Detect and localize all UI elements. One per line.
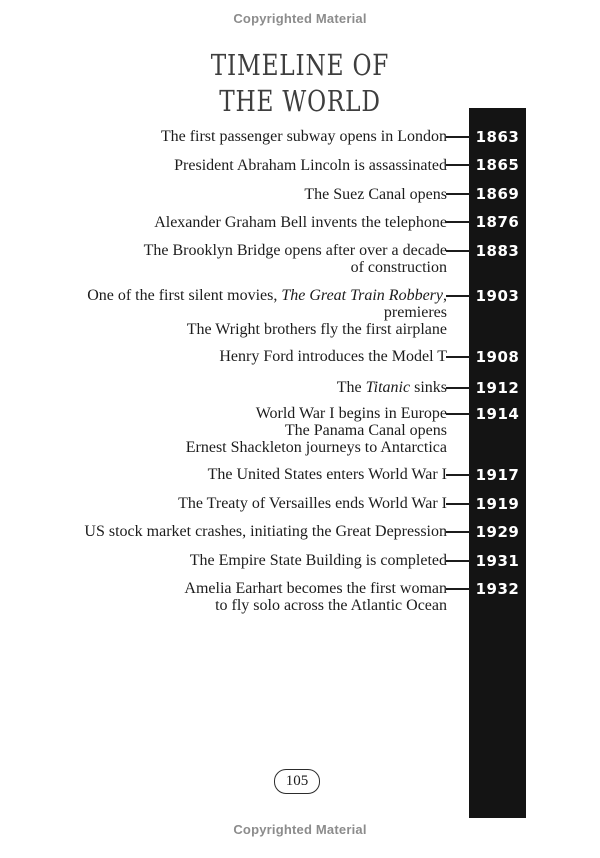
connector-line [446,250,470,252]
connector-line [446,136,470,138]
event-line: The Wright brothers fly the first airplane [186,321,447,338]
timeline-year: 1914 [475,405,520,423]
timeline-event [2,580,447,614]
timeline-year: 1929 [475,523,520,541]
event-line: The Titanic sinks [336,379,447,396]
timeline-event [2,242,447,276]
event-line: The Treaty of Versailles ends World War I [178,495,447,512]
timeline-year: 1865 [475,156,520,174]
connector-line [446,193,470,195]
event-line: The Brooklyn Bridge opens after over a decade [143,242,447,259]
event-line: to fly solo across the Atlantic Ocean [215,597,447,614]
timeline-year: 1876 [475,213,520,231]
event-line: One of the first silent movies, The Great Train Robbery, [87,287,447,304]
event-line: The Suez Canal opens [304,186,447,203]
timeline-event [2,552,447,569]
connector-line [446,503,470,505]
event-line: The first passenger subway opens in London [160,128,447,145]
timeline-event [2,186,447,203]
page-number-badge: 105 [274,769,320,794]
copyright-bottom-label: Copyrighted Material [233,822,367,837]
event-line: President Abraham Lincoln is assassinated [174,157,447,174]
page-title-line-1: TIMELINE OF [210,48,390,82]
timeline-year: 1919 [475,495,520,513]
timeline-year: 1908 [475,348,520,366]
connector-line [446,474,470,476]
timeline-event [2,495,447,512]
connector-line [446,164,470,166]
timeline-year: 1931 [475,552,520,570]
timeline-event [2,128,447,145]
copyright-top-label: Copyrighted Material [233,11,367,26]
event-line: World War I begins in Europe [255,405,447,422]
connector-line [446,387,470,389]
timeline-event [2,466,447,483]
page-title [60,47,540,119]
timeline-year: 1903 [475,287,520,305]
page-title-line-2: THE WORLD [219,84,381,118]
connector-line [446,560,470,562]
timeline-event [2,523,447,540]
event-line: of construction [350,259,447,276]
timeline-event [2,287,447,338]
event-line: Henry Ford introduces the Model T [219,348,447,365]
timeline-year: 1883 [475,242,520,260]
timeline-event [2,405,447,456]
connector-line [446,295,470,297]
timeline-event [2,348,447,365]
event-line: Alexander Graham Bell invents the telephone [154,214,447,231]
timeline-year: 1863 [475,128,520,146]
timeline-year: 1869 [475,185,520,203]
connector-line [446,413,470,415]
connector-line [446,356,470,358]
timeline-event [2,214,447,231]
event-line: premieres [383,304,447,321]
timeline-event [2,157,447,174]
connector-line [446,221,470,223]
timeline-year: 1912 [475,379,520,397]
connector-line [446,588,470,590]
event-line: The Panama Canal opens [284,422,447,439]
timeline-year: 1932 [475,580,520,598]
timeline-event [2,379,447,396]
connector-line [446,531,470,533]
event-line: Amelia Earhart becomes the first woman [184,580,447,597]
event-line: The United States enters World War I [207,466,447,483]
event-line: The Empire State Building is completed [189,552,447,569]
event-line: US stock market crashes, initiating the Great Depression [84,523,447,540]
event-line: Ernest Shackleton journeys to Antarctica [185,439,447,456]
timeline-year: 1917 [475,466,520,484]
